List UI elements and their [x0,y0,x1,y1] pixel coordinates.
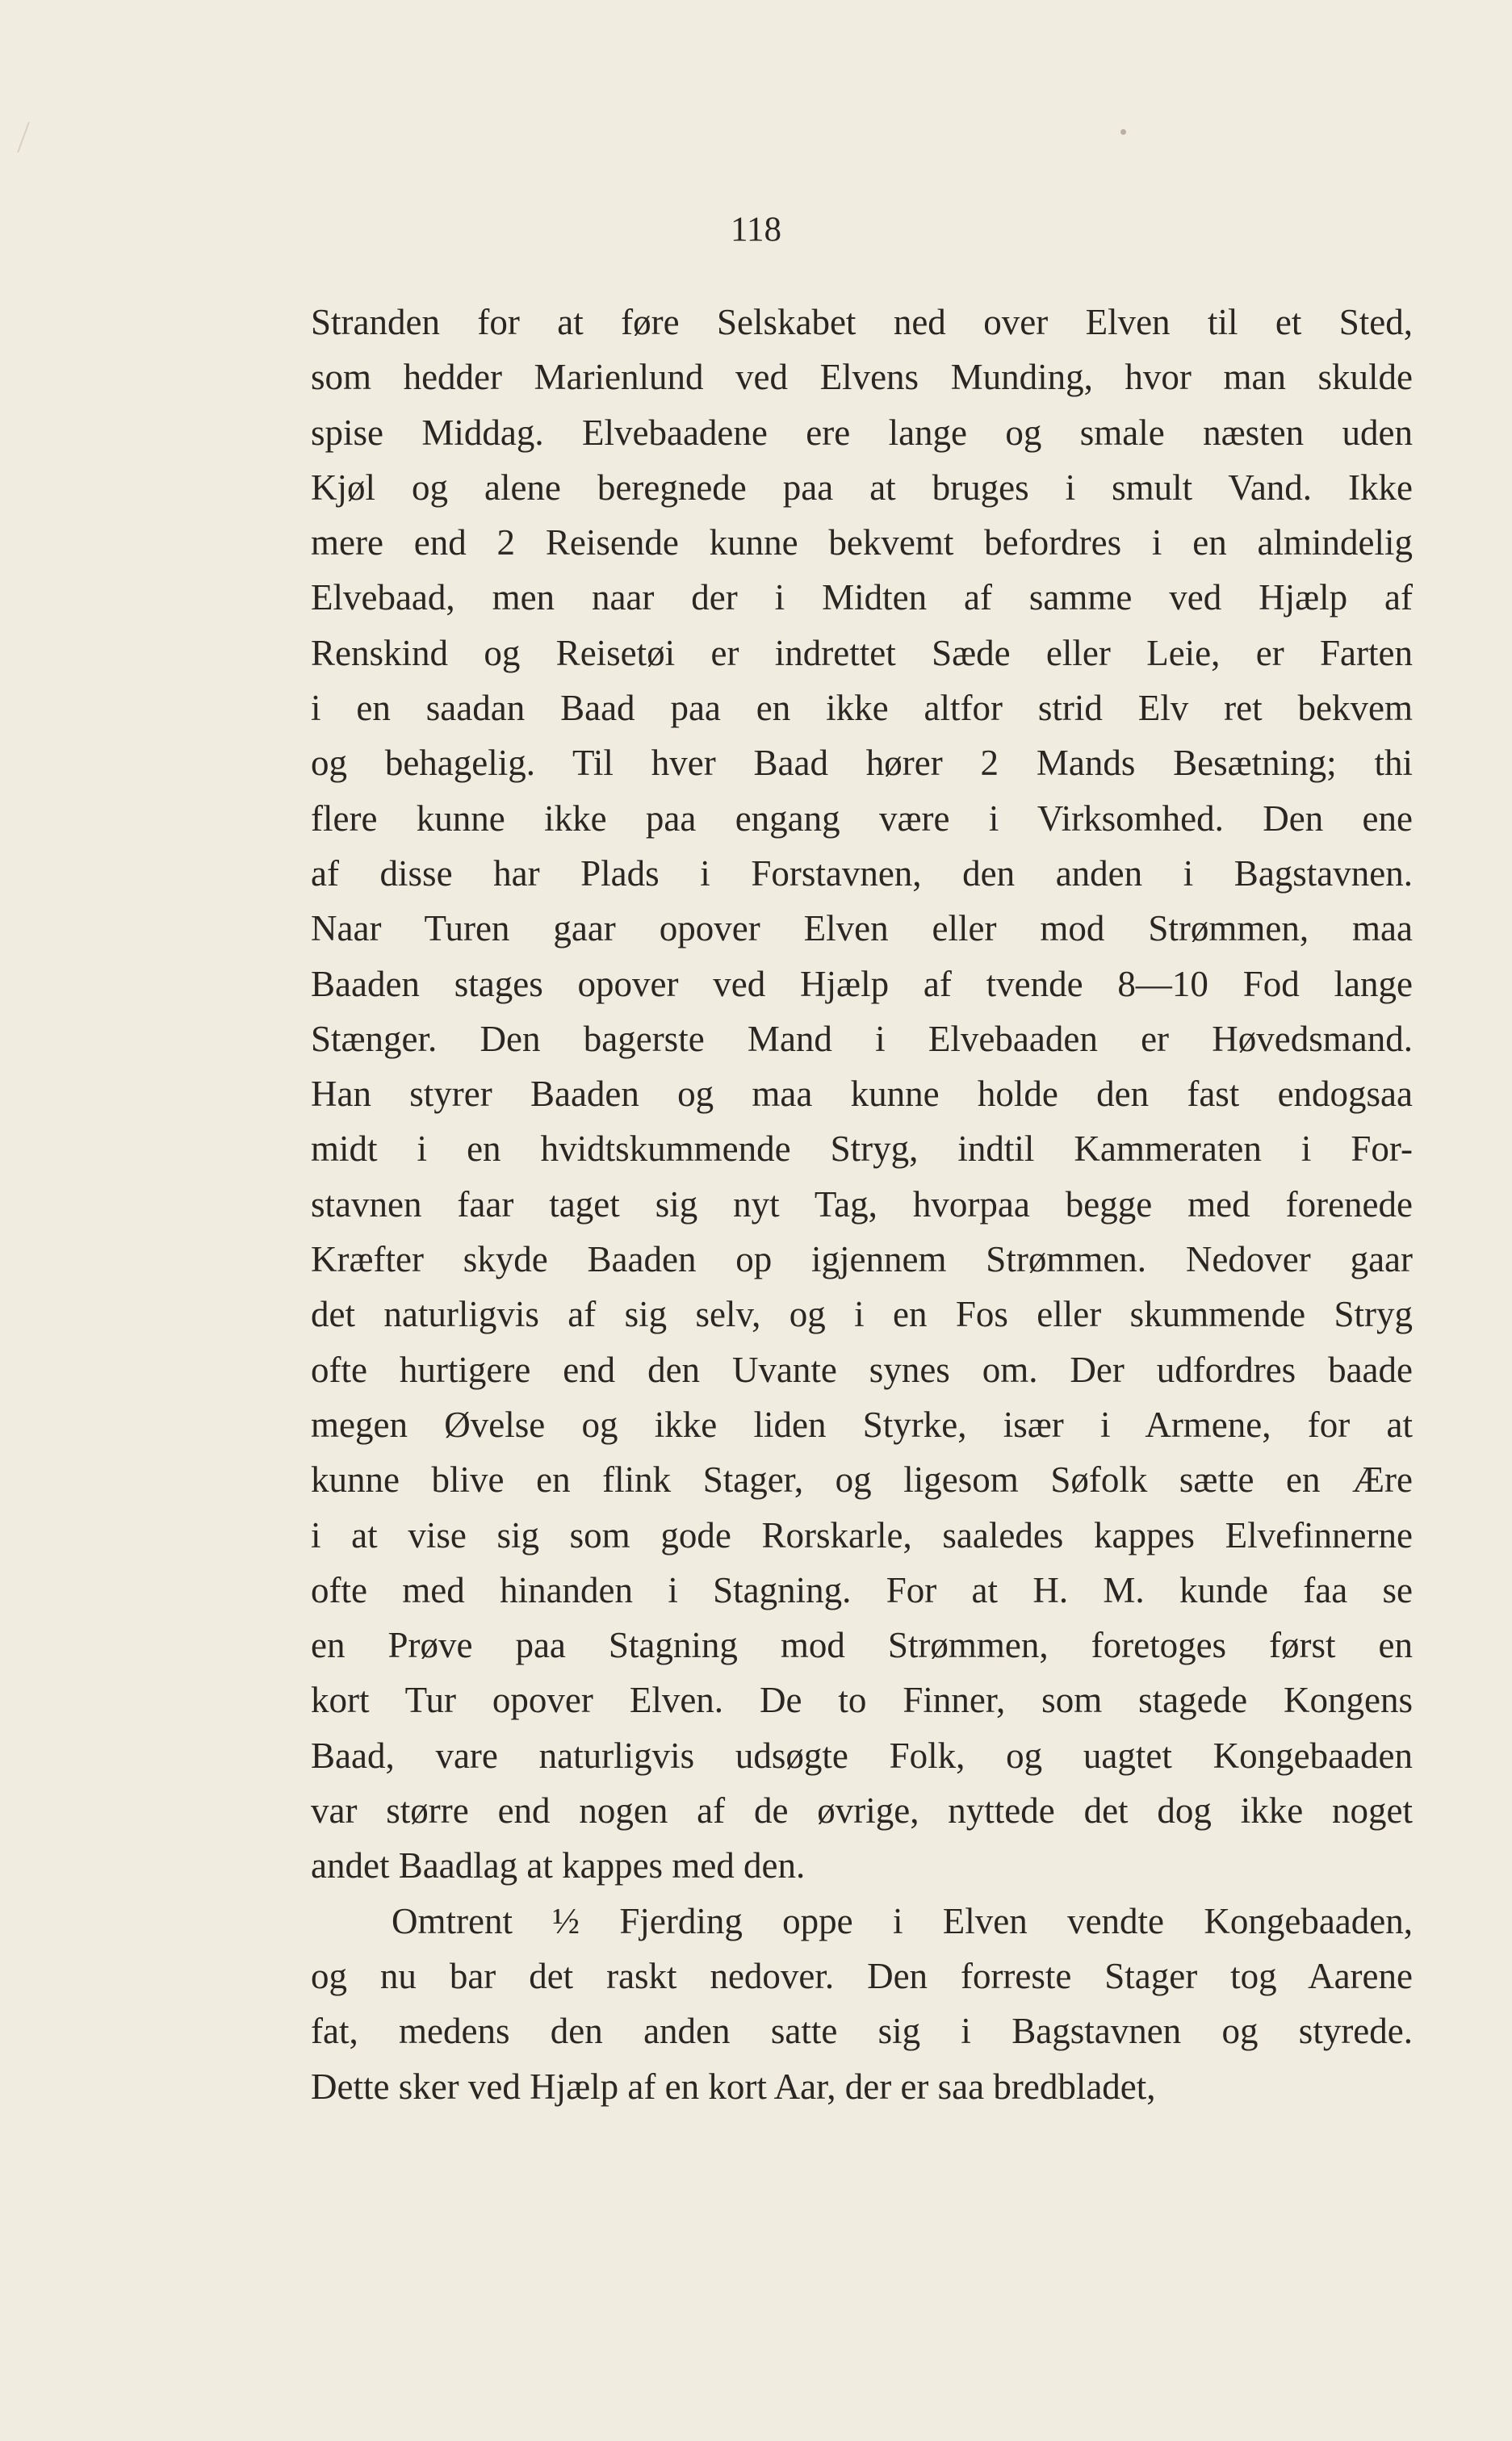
text-line: Renskind og Reisetøi er indrettet Sæde eller Leie, er Farten [311,632,1413,673]
paragraph-1 [311,295,1413,1894]
text-line: mere end 2 Reisende kunne bekvemt befordres i en almindelig [311,522,1413,563]
text-line: midt i en hvidtskummende Stryg, indtil Kammeraten i For- [311,1128,1413,1170]
text-line: kort Tur opover Elven. De to Finner, som stagede Kongens [311,1680,1413,1721]
text-line: Dette sker ved Hjælp af en kort Aar, der er saa bredbladet, [311,2066,1156,2107]
paragraph-2 [311,1894,1413,2114]
text-line: fat, medens den anden satte sig i Bagstavnen og styrede. [311,2011,1413,2052]
text-line: andet Baadlag at kappes med den. [311,1845,806,1886]
text-line: Stænger. Den bagerste Mand i Elvebaaden er Høvedsmand. [311,1018,1413,1059]
text-line: det naturligvis af sig selv, og i en Fos eller skummende Stryg [311,1294,1413,1335]
text-line: Baad, vare naturligvis udsøgte Folk, og uagtet Kongebaaden [311,1735,1413,1776]
text-line: Elvebaad, men naar der i Midten af samme ved Hjælp af [311,577,1413,618]
text-line: Han styrer Baaden og maa kunne holde den fast endogsaa [311,1074,1413,1115]
text-line: og nu bar det raskt nedover. Den forreste Stager tog Aarene [311,1955,1413,1996]
text-line: stavnen faar taget sig nyt Tag, hvorpaa begge med forenede [311,1183,1413,1225]
text-line: kunne blive en flink Stager, og ligesom Søfolk sætte en Ære [311,1459,1413,1501]
text-line: spise Middag. Elvebaadene ere lange og smale næsten uden [311,412,1413,453]
text-line: Stranden for at føre Selskabet ned over Elven til et Sted, [311,302,1413,342]
text-line: var større end nogen af de øvrige, nyttede det dog ikke noget [311,1790,1413,1832]
text-line: af disse har Plads i Forstavnen, den anden i Bagstavnen. [311,852,1413,894]
text-line: en Prøve paa Stagning mod Strømmen, foretoges først en [311,1625,1413,1666]
text-line: i at vise sig som gode Rorskarle, saaledes kappes Elvefinnerne [311,1514,1413,1555]
page-number: 118 [731,211,781,249]
paper-mark [17,122,30,153]
text-line: i en saadan Baad paa en ikke altfor strid Elv ret bekvem [311,688,1413,729]
body-text [311,295,1413,2114]
text-line: ofte hurtigere end den Uvante synes om. Der udfordres baade [311,1349,1413,1390]
text-line: som hedder Marienlund ved Elvens Munding, hvor man skulde [311,357,1413,398]
text-line: Kjøl og alene beregnede paa at bruges i smult Vand. Ikke [311,467,1413,508]
text-line: Kræfter skyde Baaden op igjennem Strømmen. Nedover gaar [311,1239,1413,1280]
text-line: flere kunne ikke paa engang være i Virksomhed. Den ene [311,798,1413,839]
text-line: Naar Turen gaar opover Elven eller mod Strømmen, maa [311,908,1413,949]
text-line: og behagelig. Til hver Baad hører 2 Mands Besætning; thi [311,743,1413,784]
text-line: Omtrent ½ Fjerding oppe i Elven vendte Kongebaaden, [392,1900,1413,1941]
text-line: Baaden stages opover ved Hjælp af tvende 8—10 Fod lange [311,963,1413,1004]
paper-speck [1120,129,1126,135]
text-line: ofte med hinanden i Stagning. For at H. M. kunde faa se [311,1569,1413,1610]
text-line: megen Øvelse og ikke liden Styrke, især i Armene, for at [311,1404,1413,1445]
